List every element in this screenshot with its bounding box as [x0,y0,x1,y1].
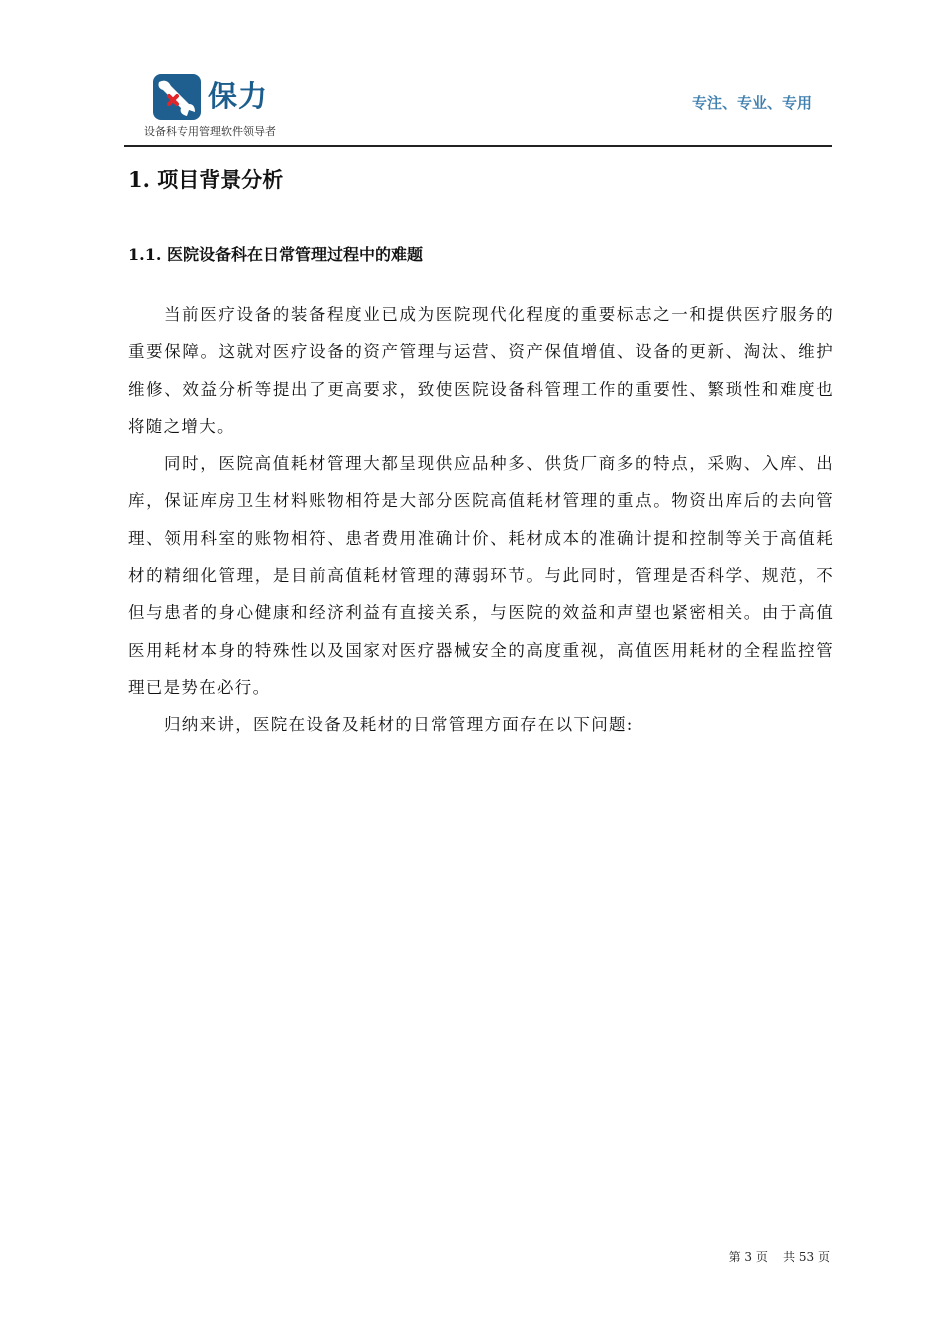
page-number: 第 3 页 [728,1250,768,1264]
subsection-heading: 1.1. 医院设备科在日常管理过程中的难题 [128,245,423,264]
paragraph: 归纳来讲，医院在设备及耗材的日常管理方面存在以下问题: [164,715,634,735]
page-total: 共 53 页 [783,1250,830,1264]
header-divider [124,145,832,147]
paragraph: 同时，医院高值耗材管理大都呈现供应品种多、供货厂商多的特点，采购、入库、出库，保证库房卫生材料账物相符是大部分医院高值耗材管理的重点。物资出库后的去向管理、领用科室的账物相符、患者费用准确计价、耗材成本的准确计提和控制等关于高值耗材的精细化管理，是目前高值耗材管理的薄弱环节。与此同时，管理是否科学、规范，不但与患者的身心健康和经济利益有直接关系，与医院的效益和声望也紧密相关。由于高值医用耗材本身的特殊性以及国家对医疗器械安全的高度重视，高值医用耗材的全程监控管理已是势在必行。 [128,454,834,697]
page-header [0,0,950,150]
wrench-cross-icon [153,74,201,120]
brand-tagline: 设备科专用管理软件领导者 [144,125,276,138]
section-heading: 1. 项目背景分析 [128,167,284,192]
page-footer [729,1248,830,1266]
brand-name: 保力 [208,79,269,113]
header-slogan: 专注、专业、专用 [691,94,812,112]
paragraph: 当前医疗设备的装备程度业已成为医院现代化程度的重要标志之一和提供医疗服务的重要保障。这就对医疗设备的资产管理与运营、资产保值增值、设备的更新、淘汰、维护维修、效益分析等提出了更高要求，致使医院设备科管理工作的重要性、繁琐性和难度也将随之增大。 [128,305,834,436]
body-text [128,296,834,744]
